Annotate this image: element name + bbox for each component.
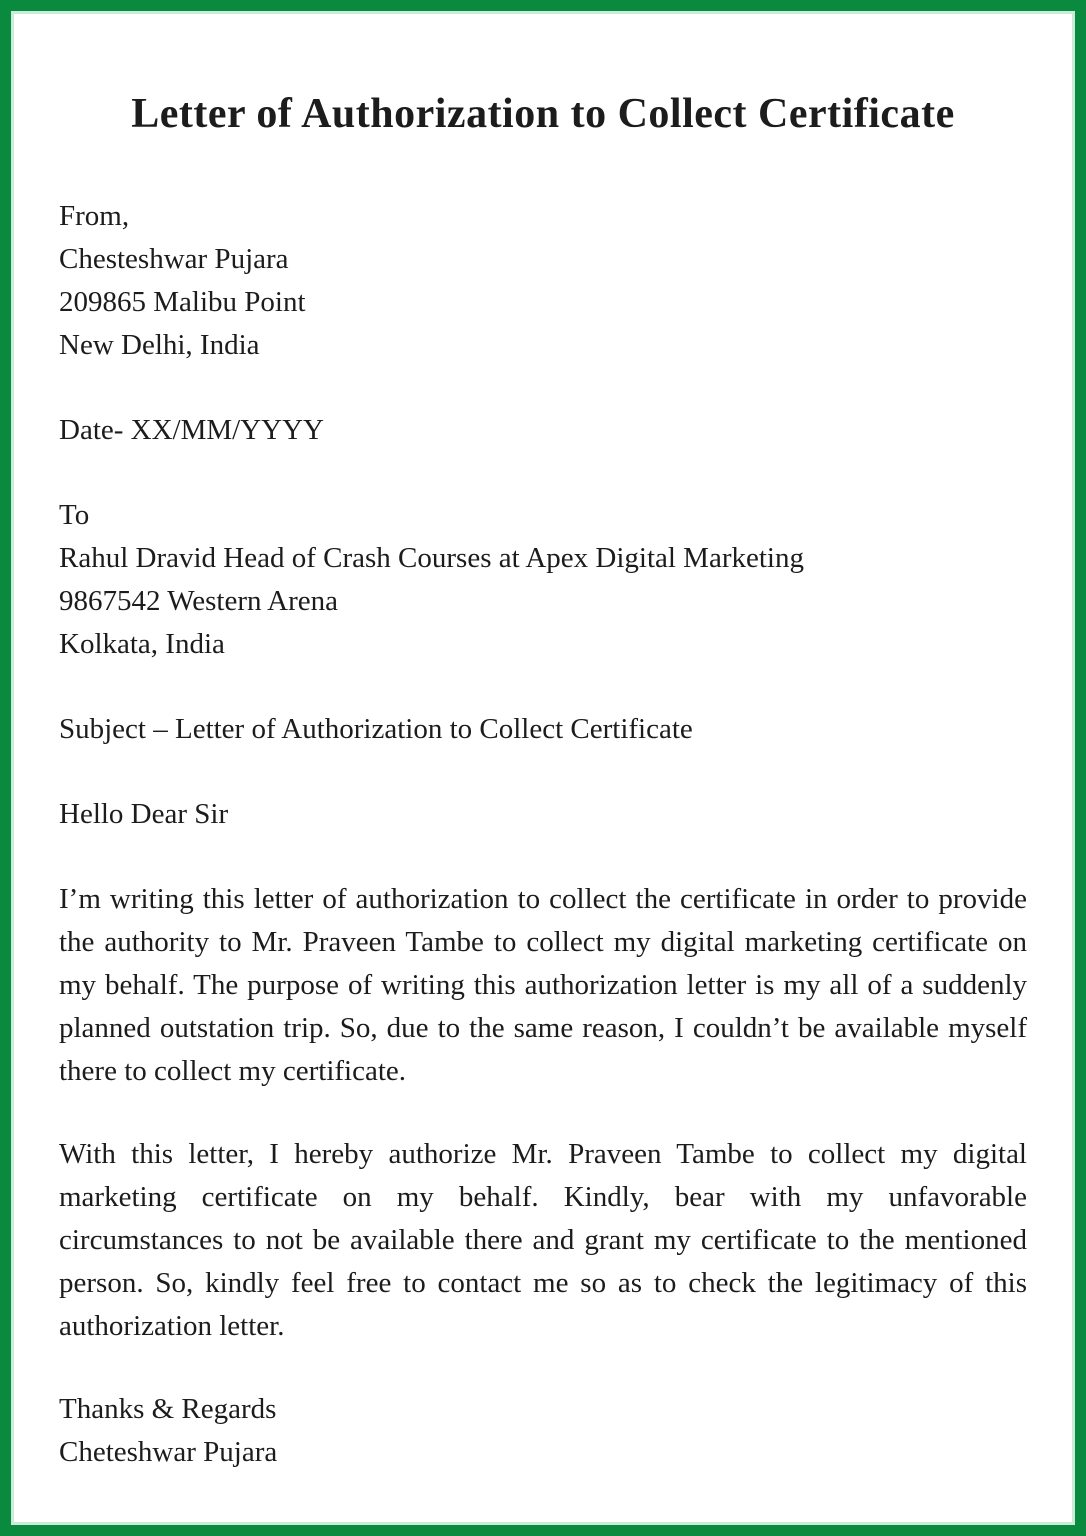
body-paragraph-1: I’m writing this letter of authorization to collect the certificate in order to provide the authority to Mr. Praveen Tambe to collect my digital marketing certificate on my behalf. The purpose of writing this authorization letter is my all of a suddenly planned outstation trip. So, due to the same reason, I couldn’t be available myself there to collect my certificate. — [59, 883, 1027, 1088]
subject-line: Subject – Letter of Authorization to Collect Certificate — [59, 713, 693, 746]
letter-content — [11, 11, 1075, 1474]
to-address-line-2: Kolkata, India — [59, 628, 225, 661]
closing: Thanks & Regards — [59, 1393, 277, 1426]
from-address-line-1: 209865 Malibu Point — [59, 286, 306, 319]
signature-block — [59, 1388, 1027, 1474]
from-label: From, — [59, 200, 130, 233]
signature-name: Cheteshwar Pujara — [59, 1436, 278, 1469]
date-line: Date- XX/MM/YYYY — [59, 414, 324, 447]
salutation: Hello Dear Sir — [59, 798, 229, 831]
to-name: Rahul Dravid Head of Crash Courses at Apex Digital Marketing — [59, 542, 804, 575]
letter-title: Letter of Authorization to Collect Certificate — [131, 91, 955, 137]
to-block — [59, 494, 1027, 666]
from-block — [59, 195, 1027, 367]
to-address-line-1: 9867542 Western Arena — [59, 585, 339, 618]
from-name: Chesteshwar Pujara — [59, 243, 289, 276]
body-paragraph-2: With this letter, I hereby authorize Mr. Praveen Tambe to collect my digital marketing certificate on my behalf. Kindly, bear with my unfavorable circumstances to not be available there and grant my certificate to the mentioned person. So, kindly feel free to contact me so as to check the legitimacy of this authorization letter. — [59, 1138, 1027, 1343]
to-label: To — [59, 499, 90, 532]
subject-block — [59, 708, 1027, 751]
salutation-block — [59, 793, 1027, 836]
from-address-line-2: New Delhi, India — [59, 329, 260, 362]
date-block — [59, 409, 1027, 452]
